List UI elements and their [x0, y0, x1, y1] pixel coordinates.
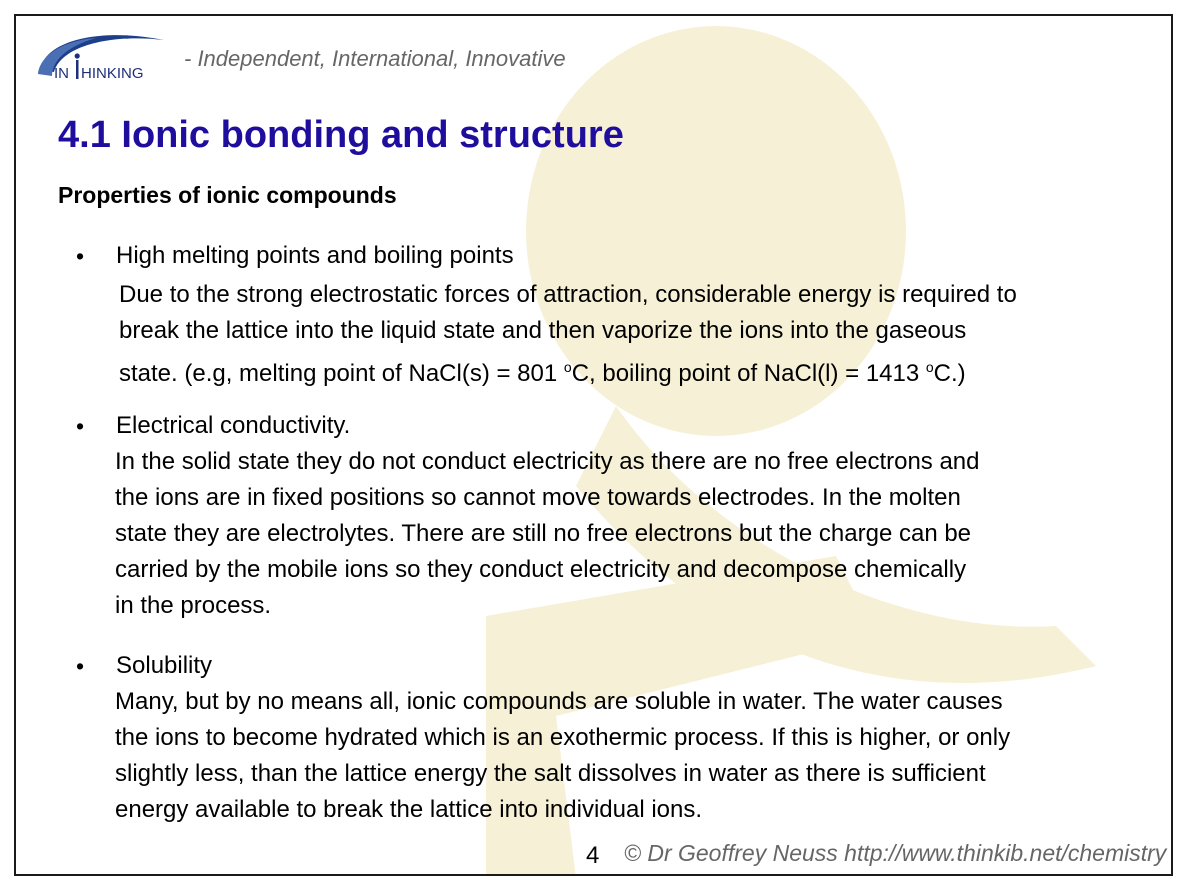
body-line: in the process.	[115, 592, 272, 619]
logo-swoosh-icon	[36, 26, 186, 86]
body-line: break the lattice into the liquid state and then vaporize the ions into the gaseous	[119, 317, 967, 344]
body-line: Due to the strong electrostatic forces of attraction, considerable energy is required to	[119, 281, 1017, 308]
slide-title: 4.1 Ionic bonding and structure	[58, 114, 624, 156]
bullet-icon: •	[76, 243, 85, 269]
section-heading-melting: High melting points and boiling points	[116, 242, 514, 269]
body-line: Many, but by no means all, ionic compounds are soluble in water. The water causes	[115, 688, 1003, 715]
body-line: energy available to break the lattice into individual ions.	[115, 796, 703, 823]
section-heading-conductivity: Electrical conductivity.	[116, 412, 351, 439]
section-body-melting	[119, 277, 1017, 392]
section-body-solubility	[115, 684, 1010, 828]
logo-text-in: IN	[54, 65, 69, 82]
body-line: carried by the mobile ions so they conduct electricity and decompose chemically	[115, 556, 967, 583]
section-body-conductivity	[115, 444, 980, 624]
header-tagline: - Independent, International, Innovative	[184, 46, 566, 71]
body-line: state they are electrolytes. There are still no free electrons but the charge can be	[115, 520, 972, 547]
bullet-icon: •	[76, 413, 85, 439]
page-number: 4	[586, 842, 600, 869]
inthinking-logo	[36, 26, 186, 86]
footer-copyright: © Dr Geoffrey Neuss http://www.thinkib.net/chemistry	[624, 840, 1167, 866]
section-heading-solubility: Solubility	[116, 652, 213, 679]
body-line: In the solid state they do not conduct electricity as there are no free electrons and	[115, 448, 980, 475]
bullet-icon: •	[76, 653, 85, 679]
body-line: slightly less, than the lattice energy the salt dissolves in water as there is sufficient	[115, 760, 986, 787]
logo-text-rest: HINKING	[81, 65, 144, 82]
body-line-temperatures: state. (e.g, melting point of NaCl(s) = 801 $^o$C, boiling point of NaCl(l) = 1413 $^o$C.)	[119, 359, 966, 387]
body-line: the ions are in fixed positions so cannot move towards electrodes. In the molten	[115, 484, 961, 511]
slide-frame	[14, 14, 1173, 876]
body-line: the ions to become hydrated which is an exothermic process. If this is higher, or only	[115, 724, 1011, 751]
slide-subtitle: Properties of ionic compounds	[58, 182, 397, 208]
